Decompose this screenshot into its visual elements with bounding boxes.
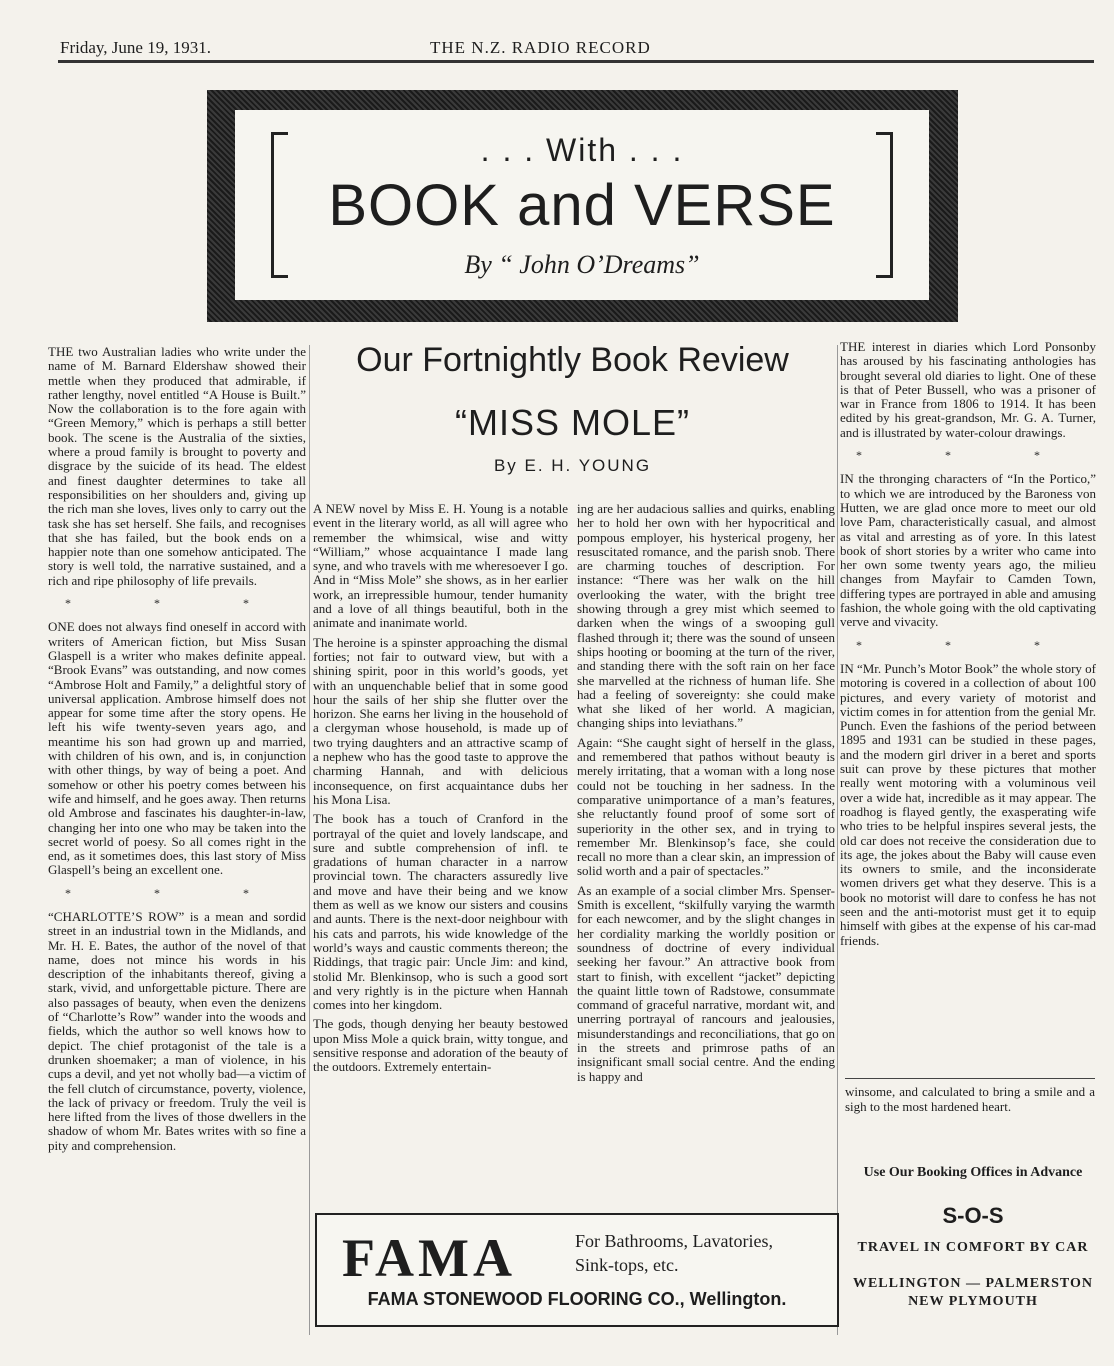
review-para: Again: “She caught sight of herself in the glass, and remembered that pathos without beauty is merely irritating, that a woman with a long nose could not be touching in her sadness. In the comparative unimportance of a man’s features, she reluctantly found proof of some sort of superiority in the other sex, and in trying to remember Mr. Blenkinsop’s face, she could recall no more than a clear skin, an impression of solid worth and a pair of spectacles.” (577, 734, 835, 879)
separator: * * * (856, 637, 1080, 652)
issue-date: Friday, June 19, 1931. (60, 38, 211, 57)
section-banner (207, 90, 958, 322)
ad-line-2: Sink-tops, etc. (575, 1255, 679, 1275)
review-para: ing are her audacious sallies and quirks, enabling her to hold her own with her hypocritical and pompous employer, his hysterical progeny, her resuscitated romance, and the parish snob. There are charming touches of description. For instance: “There was her walk on the hill overlooking the water, with the bright tree showing through a grey mist which seemed to darken when the wings of a swooping gull flashed through it; there was the sound of unseen ships hooting or booming at the turn of the river, and standing there with the soft rain on her face she marvelled at the richness of human life. She had a feeling of sovereignty: she could make what she liked of her world. A magician, changing ships into leviathans.” (577, 501, 835, 731)
fama-logo: FAMA (342, 1228, 516, 1288)
review-column-1 (313, 502, 568, 1080)
banner-title: BOOK and VERSE (328, 173, 836, 238)
publication-name: THE N.Z. RADIO RECORD (430, 38, 651, 57)
article-diaries: THE interest in diaries which Lord Ponsonby has aroused by his fascinating anthologies has brought several old diaries to light. One of these is that of Peter Bussell, who was a prisoner of war in France from 1806 to 1914. It has been edited by his great-grandson, Mr. G. A. Turner, and is illustrated by water-colour drawings. (840, 339, 1096, 440)
article-ambrose-holt: ONE does not always find oneself in accord with writers of American fiction, but Miss Susan Glaspell is a writer who makes definite appeal. “Brook Evans” was outstanding, and now comes “Ambrose Holt and Family,” a delightful story of universal application. Ambrose himself does not appear for some time after the story opens. He left his wife twenty-seven years ago, and meantime his son had grown up and married, with children of his own, and is, in conjunction with other things, by way of being a poet. And somehow or other his poetry comes between his wife and himself, and he goes away. Then returns old Ambrose and fascinates his daughter-in-law, changing her into one who may be taken into the secret world of poesy. So all comes right in the end, as it sometimes does, this last story of Miss Glaspell’s being an excellent one. (48, 619, 306, 878)
booking-offices: Use Our Booking Offices in Advance (863, 1165, 1083, 1180)
article-green-memory: THE two Australian ladies who write under the name of M. Barnard Eldershaw showed their mettle when they produced that admirable, if rather lengthy, novel entitled “A House is Built.” Now the collaboration is to the fore again with “Green Memory,” which is perhaps a still better book. The scene is the Australia of the sixties, where a proud family is brought to poverty and disgrace by the suicide of its head. The eldest and finest daughter determines to take all responsibilities on her shoulders and, giving up the rich man she loves, lives only to carry out the task she has set herself. She fails, and recognises that she has failed, but the book ends on a happier note than one somehow anticipated. The story is well told, the narrative sustained, and a rich and ripe philosophy of life prevails. (48, 344, 306, 588)
book-title: “MISS MOLE” (454, 402, 690, 443)
review-heading: Our Fortnightly Book Review (356, 341, 789, 379)
separator: * * * (65, 885, 289, 900)
review-para: As an example of a social climber Mrs. Spenser-Smith is excellent, “skilfully varying the warmth for each newcomer, and by the slight changes in her cordiality marking the worldly position or soundness of doctrine of every individual seeking her favour.” An attractive book from start to finish, with excellent “jacket” depicting the quaint little town of Radstowe, consummate command of graceful narrative, mordant wit, and unerring portrayal of rancours and jealousies, misunderstandings and reconciliations, that go on in the streets and primrose paths of an insignificant small social centre. And the ending is happy and (577, 882, 835, 1084)
article-charlottes-row: “CHARLOTTE’S ROW” is a mean and sordid street in an industrial town in the Midlands, and Mr. H. E. Bates, the author of the novel of that name, does not mince his words in his description of the inhabitants thereof, giving a stark, vivid, and unforgettable picture. There are also passages of beauty, when even the denizens of “Charlotte’s Row” wander into the woods and fields, which the author so well knows how to depict. The chief protagonist of the tale is a drunken shoemaker; a man of violence, in his cups a devil, and yet not wholly bad—a victim of the fell clutch of circumstance, poverty, violence, the lack of privacy or freedom. Truly the veil is here lifted from the lives of those dwellers in the shadow of whom Mr. Bates writes with so fine a pity and comprehension. (48, 908, 306, 1153)
review-heading-block (310, 335, 835, 476)
review-para: The gods, though denying her beauty bestowed upon Miss Mole a quick brain, witty tongue, and sensitive response and adoration of the beauty of the outdoors. Extremely entertain- (313, 1016, 568, 1075)
right-column (840, 340, 1096, 953)
route-line: WELLINGTON — PALMERSTON NEW PLYMOUTH (852, 1276, 1094, 1309)
review-ending: winsome, and calculated to bring a smile and a sigh to the most hardened heart. (845, 1078, 1095, 1114)
banner-with: . . . With . . . (480, 132, 684, 168)
fama-advertisement (315, 1213, 839, 1327)
left-column (48, 345, 306, 1158)
sos-title: S-O-S (942, 1203, 1004, 1228)
article-portico: IN the thronging characters of “In the Portico,” to which we are introduced by the Baroness von Hutten, we are glad once more to meet our old love Pam, characteristically casual, and almost as vital and arresting as of yore. In this latest book of short stories by a writer who came into her own some twenty years ago, the milieu changes from Mayfair to Camden Town, differing types are portrayed in able and amusing fashion, the whole going with the old captivating verve and vivacity. (840, 471, 1096, 630)
ad-line-1: For Bathrooms, Lavatories, (575, 1231, 773, 1251)
travel-line: TRAVEL IN COMFORT BY CAR (857, 1240, 1089, 1255)
page-header (60, 38, 1090, 62)
banner-byline: By “ John O’Dreams” (464, 250, 700, 279)
ad-footer: FAMA STONEWOOD FLOORING CO., Wellington. (367, 1289, 787, 1309)
banner-panel (235, 110, 929, 300)
book-author: By E. H. YOUNG (493, 456, 652, 475)
column-rule (309, 345, 310, 1335)
review-column-2 (577, 502, 835, 1089)
header-rule (58, 60, 1094, 63)
review-para: A NEW novel by Miss E. H. Young is a notable event in the literary world, as all will agree who remember the whimsical, wise and witty “William,” whose acquaintance I made lang syne, and who travels with me wheresoever I go. And in “Miss Mole” she shows, as in her earlier work, an irrepressible humour, tender humanity and a love of all things beautiful, both in the animate and inanimate world. (313, 501, 568, 631)
booking-ad (848, 1165, 1098, 1311)
article-motor-book: IN “Mr. Punch’s Motor Book” the whole story of motoring is covered in a collection of about 100 pictures, and every variety of motorist and victim comes in for attention from the genial Mr. Punch. Even the fashions of the period between 1895 and 1931 can be studied in these pages, and the modern girl driver in a beret and sports suit can prove by these pictures that mother really went motoring with a voluminous veil over a wide hat, incredible as it may appear. The roadhog is flayed gently, the exasperating wife who tries to be helpful inspires several jests, the old car does not receive the consideration due to its age, the jokes about the Baby will cause even its owners to smile, and the inconsiderate women drivers get what they deserve. This is a book no motorist will dare to confess he has not seen and the anti-motorist must get it to equip himself with gibes at the expense of his car-mad friends. (840, 660, 1097, 948)
separator: * * * (856, 448, 1080, 463)
review-para: The book has a touch of Cranford in the portrayal of the quiet and lovely landscape, and sure and subtle comprehension of infl. te gradations of human character in a narrow provincial town. The characters assuredly live and move and have their being and we know them as well as we know our sisters and cousins and aunts. There is the next-door neighbour with his cats and parrots, his wide knowledge of the world’s ways and caustic comments thereon; the Riddings, that tragic pair: Uncle Jim: and kind, stolid Mr. Blenkinsop, who is such a good sort and very rightly is in the picture when Hannah comes into her kingdom. (313, 811, 568, 1013)
review-para: The heroine is a spinster approaching the dismal forties; not fair to outward view, but with a shining spirit, poor in this world’s goods, yet with an unquenchable belief that in some good hour the sails of her ship she flutter over the horizon. She earns her living in the household of a clergyman whose household, is made up of two trying daughters and an attractive scamp of a nephew who has the good taste to approve the charming Hannah, and with delicious inconsequence, on first acquaintance dubs her his Mona Lisa. (313, 634, 568, 807)
separator: * * * (65, 596, 289, 611)
column-rule (837, 345, 838, 1335)
